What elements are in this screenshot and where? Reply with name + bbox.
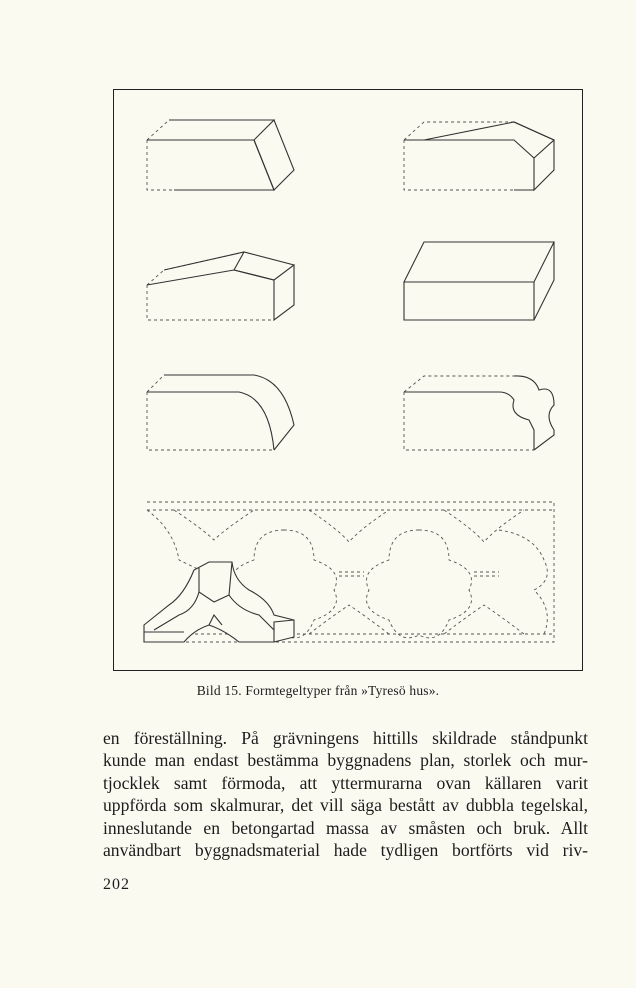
quarter-round-brick-drawing: [147, 375, 294, 450]
body-line: en föreställning. På grävningens hittills skildrade ståndpunkt: [103, 728, 588, 748]
figure-frame: [113, 89, 583, 671]
page-number: 202: [103, 876, 130, 893]
plain-brick-drawing: [404, 242, 554, 320]
body-line: inneslutande en betongartad massa av småsten och bruk. Allt: [103, 817, 588, 838]
body-paragraph: [103, 727, 588, 861]
body-line: användbart byggnadsmaterial hade tydligen bortförts vid riv-: [103, 839, 588, 860]
brick-illustration: [114, 90, 584, 672]
body-line: tjocklek samt förmoda, att yttermurarna ovan källaren varit: [103, 772, 588, 793]
quatrefoil-tracery-frieze-drawing: [144, 502, 554, 642]
figure-caption-text: Bild 15. Formtegeltyper från »Tyresö hus».: [196, 683, 440, 698]
body-line: kunde man endast bestämma byggnadens plan, storlek och mur-: [103, 750, 588, 771]
figure-caption: [0, 683, 636, 699]
gable-brick-drawing: [147, 252, 294, 320]
chamfered-brick-drawing: [147, 120, 294, 190]
corner-chamfer-brick-drawing: [404, 122, 554, 190]
body-line: uppförda som skalmurar, det vill säga bestått av dubbla tegelskal,: [103, 795, 588, 816]
cove-moulded-brick-drawing: [404, 376, 554, 450]
